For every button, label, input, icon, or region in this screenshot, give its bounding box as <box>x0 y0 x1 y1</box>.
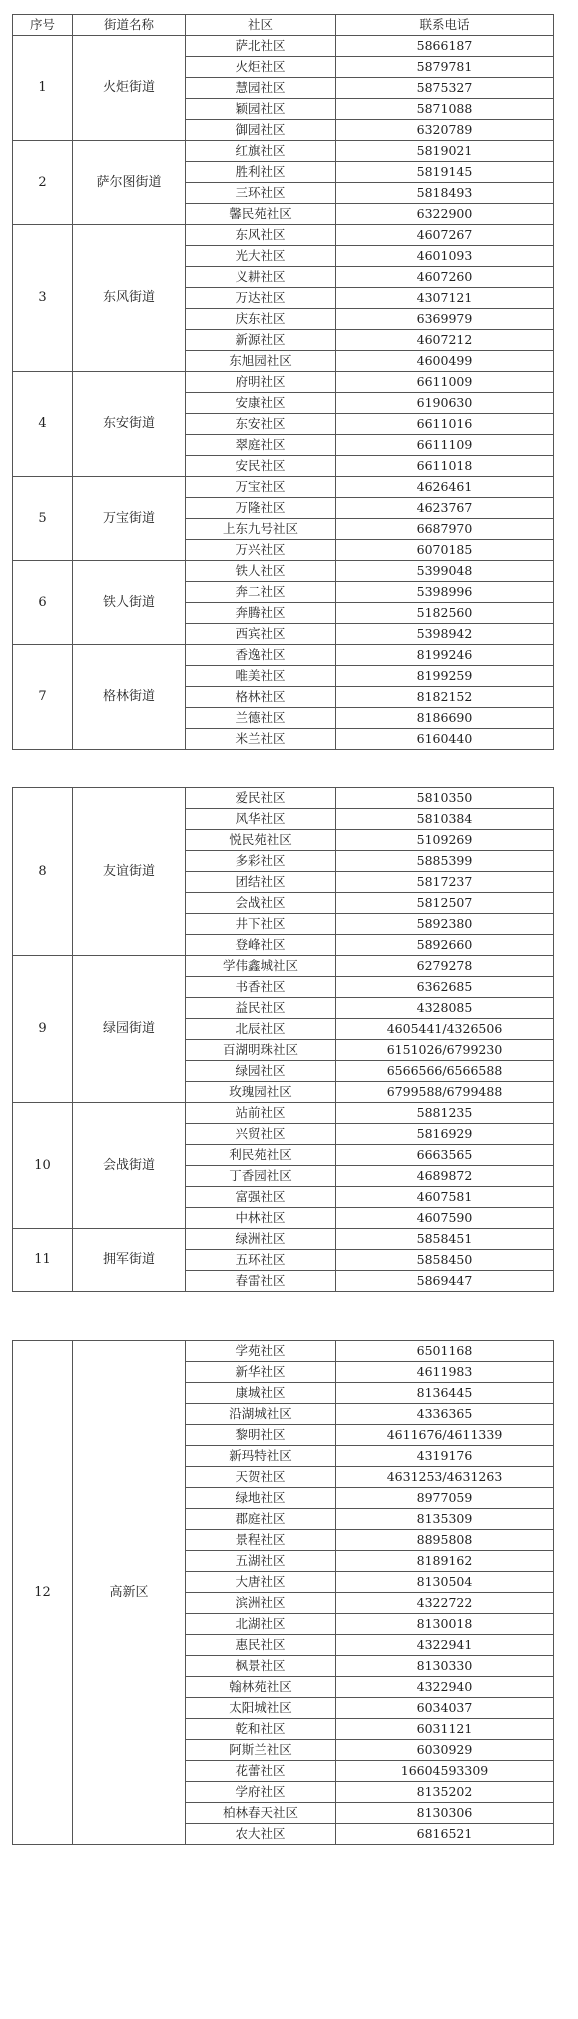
phone-number: 5869447 <box>336 1271 554 1292</box>
community-name: 兰德社区 <box>186 708 336 729</box>
phone-number: 8136445 <box>336 1383 554 1404</box>
phone-number: 4631253/4631263 <box>336 1467 554 1488</box>
phone-number: 4322940 <box>336 1677 554 1698</box>
phone-number: 6369979 <box>336 309 554 330</box>
group-number: 12 <box>13 1341 73 1845</box>
phone-number: 6501168 <box>336 1341 554 1362</box>
phone-number: 4607267 <box>336 225 554 246</box>
header-row <box>13 15 554 36</box>
phone-number: 5866187 <box>336 36 554 57</box>
phone-number: 6362685 <box>336 977 554 998</box>
community-name: 北辰社区 <box>186 1019 336 1040</box>
phone-number: 5182560 <box>336 603 554 624</box>
table-row <box>13 1103 554 1124</box>
community-name: 万宝社区 <box>186 477 336 498</box>
community-name: 香逸社区 <box>186 645 336 666</box>
table-row <box>13 788 554 809</box>
phone-number: 4601093 <box>336 246 554 267</box>
phone-number: 5892380 <box>336 914 554 935</box>
phone-number: 5817237 <box>336 872 554 893</box>
street-name: 火炬街道 <box>73 36 186 141</box>
phone-number: 5875327 <box>336 78 554 99</box>
phone-number: 4328085 <box>336 998 554 1019</box>
community-name: 学府社区 <box>186 1782 336 1803</box>
community-name: 萨北社区 <box>186 36 336 57</box>
community-name: 翰林苑社区 <box>186 1677 336 1698</box>
table-row <box>13 561 554 582</box>
phone-number: 8135202 <box>336 1782 554 1803</box>
community-name: 学苑社区 <box>186 1341 336 1362</box>
community-name: 西宾社区 <box>186 624 336 645</box>
phone-number: 4623767 <box>336 498 554 519</box>
phone-number: 5885399 <box>336 851 554 872</box>
community-name: 丁香园社区 <box>186 1166 336 1187</box>
phone-number: 6322900 <box>336 204 554 225</box>
group-number: 7 <box>13 645 73 750</box>
table-row <box>13 141 554 162</box>
phone-number: 4611983 <box>336 1362 554 1383</box>
phone-number: 8130504 <box>336 1572 554 1593</box>
header-street: 街道名称 <box>73 15 186 36</box>
community-name: 太阳城社区 <box>186 1698 336 1719</box>
phone-number: 6030929 <box>336 1740 554 1761</box>
phone-number: 6611018 <box>336 456 554 477</box>
phone-number: 6816521 <box>336 1824 554 1845</box>
table-row <box>13 477 554 498</box>
community-name: 万达社区 <box>186 288 336 309</box>
phone-number: 8130306 <box>336 1803 554 1824</box>
community-name: 万隆社区 <box>186 498 336 519</box>
group-number: 6 <box>13 561 73 645</box>
community-name: 郡庭社区 <box>186 1509 336 1530</box>
table-row <box>13 1341 554 1362</box>
phone-number: 6687970 <box>336 519 554 540</box>
community-name: 富强社区 <box>186 1187 336 1208</box>
phone-number: 6070185 <box>336 540 554 561</box>
phone-number: 6034037 <box>336 1698 554 1719</box>
community-name: 东风社区 <box>186 225 336 246</box>
community-name: 胜利社区 <box>186 162 336 183</box>
group-number: 10 <box>13 1103 73 1229</box>
community-name: 多彩社区 <box>186 851 336 872</box>
phone-number: 6320789 <box>336 120 554 141</box>
table-row <box>13 372 554 393</box>
street-name: 铁人街道 <box>73 561 186 645</box>
phone-number: 6031121 <box>336 1719 554 1740</box>
community-name: 站前社区 <box>186 1103 336 1124</box>
phone-number: 6611109 <box>336 435 554 456</box>
community-name: 天贺社区 <box>186 1467 336 1488</box>
table-row <box>13 1229 554 1250</box>
phone-number: 5810384 <box>336 809 554 830</box>
phone-number: 5398996 <box>336 582 554 603</box>
group-number: 3 <box>13 225 73 372</box>
phone-number: 5109269 <box>336 830 554 851</box>
phone-number: 6190630 <box>336 393 554 414</box>
community-name: 北湖社区 <box>186 1614 336 1635</box>
phone-number: 4322941 <box>336 1635 554 1656</box>
community-name: 新源社区 <box>186 330 336 351</box>
community-name: 庆东社区 <box>186 309 336 330</box>
phone-number: 6160440 <box>336 729 554 750</box>
community-name: 团结社区 <box>186 872 336 893</box>
community-name: 阿斯兰社区 <box>186 1740 336 1761</box>
phone-number: 4689872 <box>336 1166 554 1187</box>
community-name: 御园社区 <box>186 120 336 141</box>
street-name: 会战街道 <box>73 1103 186 1229</box>
community-name: 三环社区 <box>186 183 336 204</box>
street-name: 格林街道 <box>73 645 186 750</box>
phone-number: 5858450 <box>336 1250 554 1271</box>
community-name: 安民社区 <box>186 456 336 477</box>
phone-number: 5858451 <box>336 1229 554 1250</box>
community-name: 惠民社区 <box>186 1635 336 1656</box>
phone-number: 4600499 <box>336 351 554 372</box>
phone-number: 5881235 <box>336 1103 554 1124</box>
community-name: 康城社区 <box>186 1383 336 1404</box>
group-number: 2 <box>13 141 73 225</box>
community-name: 光大社区 <box>186 246 336 267</box>
phone-number: 6611009 <box>336 372 554 393</box>
phone-number: 5399048 <box>336 561 554 582</box>
community-name: 学伟鑫城社区 <box>186 956 336 977</box>
community-name: 沿湖城社区 <box>186 1404 336 1425</box>
community-name: 馨民苑社区 <box>186 204 336 225</box>
community-name: 东安社区 <box>186 414 336 435</box>
table-row <box>13 225 554 246</box>
phone-number: 6799588/6799488 <box>336 1082 554 1103</box>
street-name: 万宝街道 <box>73 477 186 561</box>
community-name: 五湖社区 <box>186 1551 336 1572</box>
community-name: 府明社区 <box>186 372 336 393</box>
header-no: 序号 <box>13 15 73 36</box>
community-name: 新玛特社区 <box>186 1446 336 1467</box>
community-name: 景程社区 <box>186 1530 336 1551</box>
community-name: 会战社区 <box>186 893 336 914</box>
phone-number: 4605441/4326506 <box>336 1019 554 1040</box>
phone-number: 8199246 <box>336 645 554 666</box>
phone-number: 4607581 <box>336 1187 554 1208</box>
phone-number: 4611676/4611339 <box>336 1425 554 1446</box>
community-name: 百湖明珠社区 <box>186 1040 336 1061</box>
phone-number: 4307121 <box>336 288 554 309</box>
street-name: 东风街道 <box>73 225 186 372</box>
street-name: 拥军街道 <box>73 1229 186 1292</box>
phone-number: 6279278 <box>336 956 554 977</box>
community-name: 柏林春天社区 <box>186 1803 336 1824</box>
community-name: 五环社区 <box>186 1250 336 1271</box>
community-name: 格林社区 <box>186 687 336 708</box>
street-name: 绿园街道 <box>73 956 186 1103</box>
community-name: 风华社区 <box>186 809 336 830</box>
group-number: 9 <box>13 956 73 1103</box>
phone-number: 4607260 <box>336 267 554 288</box>
phone-number: 5892660 <box>336 935 554 956</box>
phone-number: 8977059 <box>336 1488 554 1509</box>
phone-number: 4336365 <box>336 1404 554 1425</box>
community-name: 红旗社区 <box>186 141 336 162</box>
community-name: 火炬社区 <box>186 57 336 78</box>
group-number: 5 <box>13 477 73 561</box>
community-name: 玫瑰园社区 <box>186 1082 336 1103</box>
community-name: 绿园社区 <box>186 1061 336 1082</box>
contact-table-part-1 <box>12 14 554 750</box>
group-number: 8 <box>13 788 73 956</box>
phone-number: 8186690 <box>336 708 554 729</box>
phone-number: 16604593309 <box>336 1761 554 1782</box>
header-phone: 联系电话 <box>336 15 554 36</box>
group-number: 4 <box>13 372 73 477</box>
phone-number: 4607212 <box>336 330 554 351</box>
table-row <box>13 645 554 666</box>
phone-number: 6663565 <box>336 1145 554 1166</box>
community-name: 绿地社区 <box>186 1488 336 1509</box>
community-name: 东旭园社区 <box>186 351 336 372</box>
community-name: 中林社区 <box>186 1208 336 1229</box>
phone-number: 5816929 <box>336 1124 554 1145</box>
phone-number: 6611016 <box>336 414 554 435</box>
group-number: 11 <box>13 1229 73 1292</box>
community-name: 米兰社区 <box>186 729 336 750</box>
community-name: 兴贸社区 <box>186 1124 336 1145</box>
community-name: 春雷社区 <box>186 1271 336 1292</box>
phone-number: 5879781 <box>336 57 554 78</box>
community-name: 奔二社区 <box>186 582 336 603</box>
community-name: 颖园社区 <box>186 99 336 120</box>
phone-number: 5871088 <box>336 99 554 120</box>
community-name: 爱民社区 <box>186 788 336 809</box>
contact-table-part-2 <box>12 787 554 1292</box>
group-number: 1 <box>13 36 73 141</box>
community-name: 新华社区 <box>186 1362 336 1383</box>
community-name: 绿洲社区 <box>186 1229 336 1250</box>
phone-number: 8135309 <box>336 1509 554 1530</box>
community-name: 悦民苑社区 <box>186 830 336 851</box>
phone-number: 6566566/6566588 <box>336 1061 554 1082</box>
community-name: 慧园社区 <box>186 78 336 99</box>
phone-number: 4626461 <box>336 477 554 498</box>
phone-number: 6151026/6799230 <box>336 1040 554 1061</box>
phone-number: 8130330 <box>336 1656 554 1677</box>
street-name: 东安街道 <box>73 372 186 477</box>
community-name: 枫景社区 <box>186 1656 336 1677</box>
community-name: 利民苑社区 <box>186 1145 336 1166</box>
community-name: 安康社区 <box>186 393 336 414</box>
phone-number: 5398942 <box>336 624 554 645</box>
phone-number: 8130018 <box>336 1614 554 1635</box>
phone-number: 5818493 <box>336 183 554 204</box>
phone-number: 4322722 <box>336 1593 554 1614</box>
street-name: 高新区 <box>73 1341 186 1845</box>
community-name: 农大社区 <box>186 1824 336 1845</box>
phone-number: 4319176 <box>336 1446 554 1467</box>
phone-number: 8199259 <box>336 666 554 687</box>
phone-number: 8189162 <box>336 1551 554 1572</box>
community-name: 上东九号社区 <box>186 519 336 540</box>
community-name: 乾和社区 <box>186 1719 336 1740</box>
community-name: 万兴社区 <box>186 540 336 561</box>
phone-number: 5819021 <box>336 141 554 162</box>
contact-table-part-3 <box>12 1340 554 1845</box>
community-name: 奔腾社区 <box>186 603 336 624</box>
community-name: 井下社区 <box>186 914 336 935</box>
table-row <box>13 36 554 57</box>
community-name: 义耕社区 <box>186 267 336 288</box>
phone-number: 8182152 <box>336 687 554 708</box>
phone-number: 5819145 <box>336 162 554 183</box>
phone-number: 4607590 <box>336 1208 554 1229</box>
table-row <box>13 956 554 977</box>
phone-number: 8895808 <box>336 1530 554 1551</box>
community-name: 益民社区 <box>186 998 336 1019</box>
community-name: 铁人社区 <box>186 561 336 582</box>
community-name: 翠庭社区 <box>186 435 336 456</box>
community-name: 花蕾社区 <box>186 1761 336 1782</box>
phone-number: 5810350 <box>336 788 554 809</box>
street-name: 萨尔图街道 <box>73 141 186 225</box>
community-name: 唯美社区 <box>186 666 336 687</box>
street-name: 友谊街道 <box>73 788 186 956</box>
community-name: 登峰社区 <box>186 935 336 956</box>
header-community: 社区 <box>186 15 336 36</box>
phone-number: 5812507 <box>336 893 554 914</box>
community-name: 滨洲社区 <box>186 1593 336 1614</box>
community-name: 大唐社区 <box>186 1572 336 1593</box>
community-name: 黎明社区 <box>186 1425 336 1446</box>
community-name: 书香社区 <box>186 977 336 998</box>
